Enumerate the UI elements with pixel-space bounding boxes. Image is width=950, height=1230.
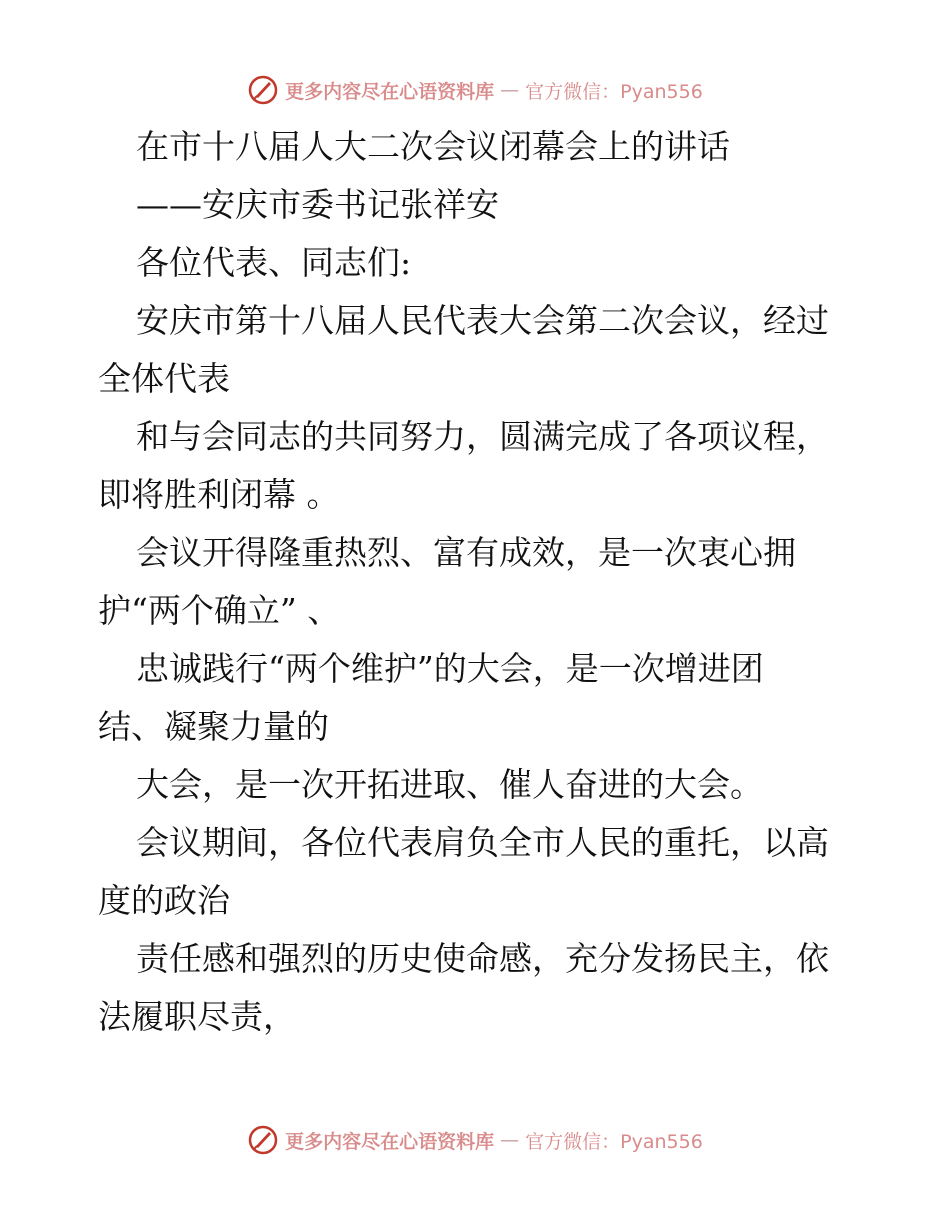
quill-logo-icon <box>247 1124 279 1156</box>
document-line: 责任感和强烈的历史使命感，充分发扬民主，依 <box>136 939 829 978</box>
document-line: 结、凝聚力量的 <box>98 707 329 746</box>
document-body <box>98 118 868 1046</box>
document-line: 会议期间，各位代表肩负全市人民的重托，以高 <box>136 823 829 862</box>
document-line: 大会，是一次开拓进取、催人奋进的大会。 <box>136 765 763 804</box>
header-banner-text: 更多内容尽在心语资料库 <box>285 80 495 103</box>
document-line: 即将胜利闭幕 。 <box>98 475 340 514</box>
footer-banner-separator: — <box>500 1129 520 1151</box>
quill-logo-icon <box>247 74 279 106</box>
document-line: 各位代表、同志们: <box>136 243 412 282</box>
document-line: 和与会同志的共同努力，圆满完成了各项议程， <box>136 417 829 456</box>
header-banner-separator: — <box>500 79 520 101</box>
document-line: 度的政治 <box>98 881 230 920</box>
document-line: 会议开得隆重热烈、富有成效，是一次衷心拥 <box>136 533 796 572</box>
document-line: 安庆市第十八届人民代表大会第二次会议，经过 <box>136 301 829 340</box>
header-banner <box>0 70 950 110</box>
document-line: 法履职尽责， <box>98 997 296 1036</box>
document-line: 护“两个确立” 、 <box>98 591 341 630</box>
document-line: 全体代表 <box>98 359 230 398</box>
footer-banner <box>0 1120 950 1160</box>
document-line: 在市十八届人大二次会议闭幕会上的讲话 <box>136 127 730 166</box>
document-line: 忠诚践行“两个维护”的大会，是一次增进团 <box>136 649 764 688</box>
header-banner-wechat: 官方微信：Pyan556 <box>525 80 703 103</box>
document-line: ——安庆市委书记张祥安 <box>136 185 499 224</box>
footer-banner-wechat: 官方微信：Pyan556 <box>525 1130 703 1153</box>
footer-banner-text: 更多内容尽在心语资料库 <box>285 1130 495 1153</box>
